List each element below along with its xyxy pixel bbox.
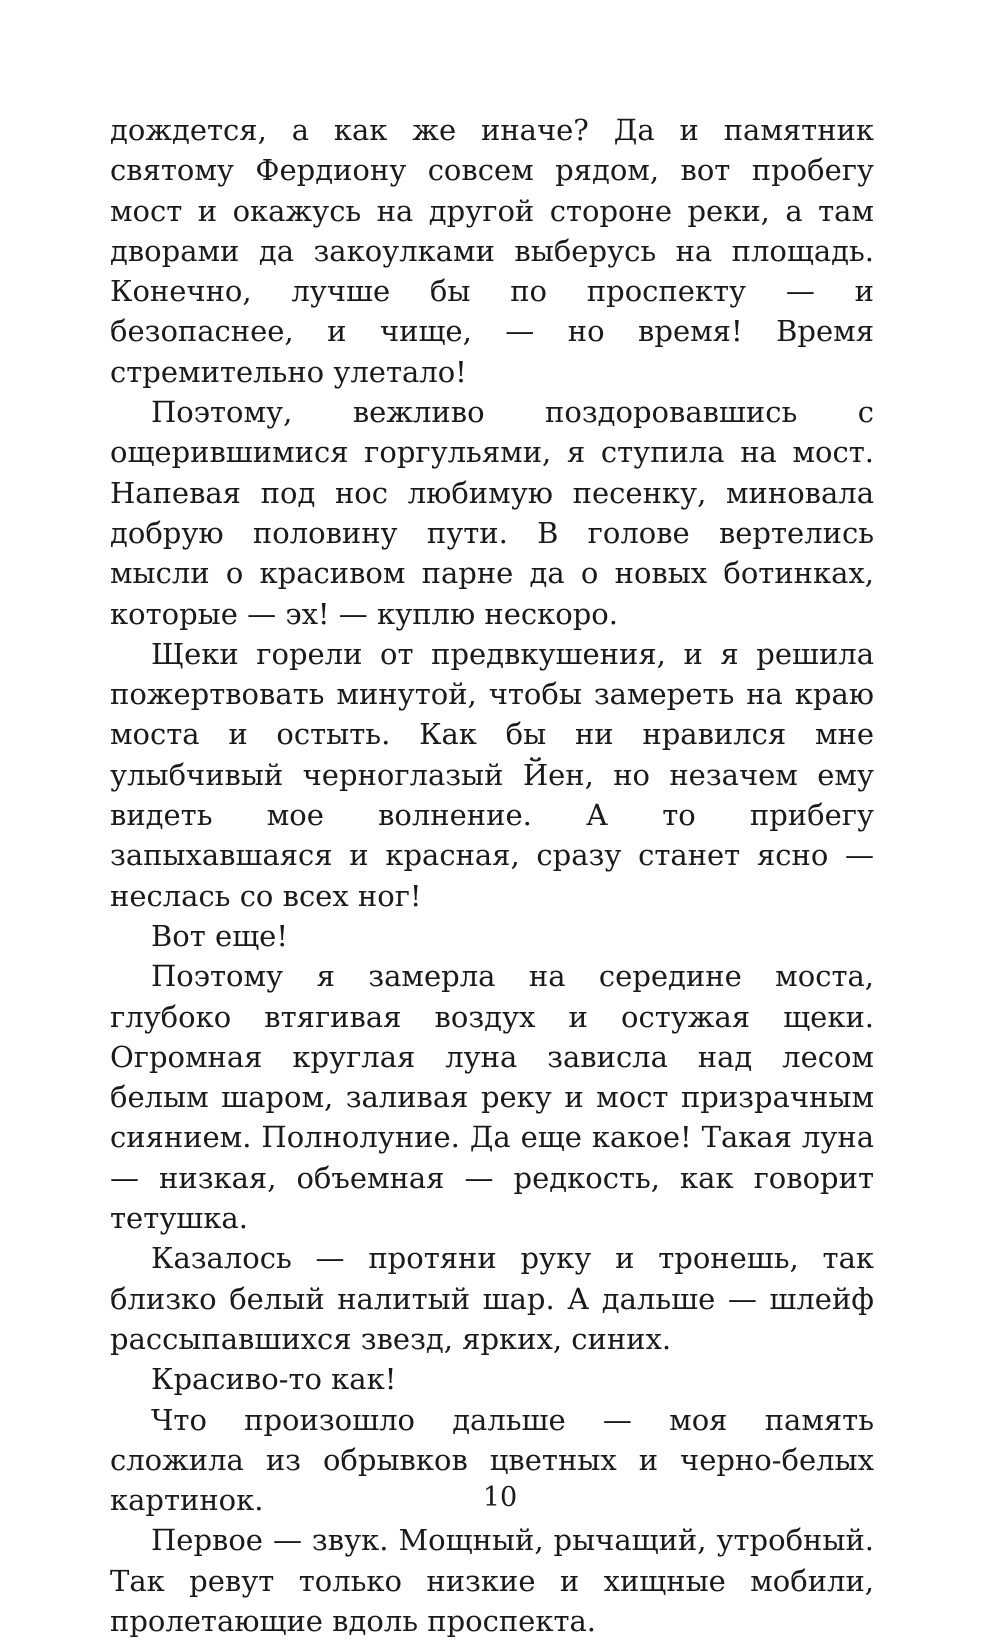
page-number: 10 <box>482 1482 518 1513</box>
paragraph: Казалось — протяни руку и тронешь, так близко белый налитый шар. А дальше — шлейф рассыпавшихся звезд, ярких, синих. <box>110 1241 874 1356</box>
paragraph: Поэтому я замерла на середине моста, глубоко втягивая воздух и остужая щеки. Огромная круглая луна зависла над лесом белым шаром, заливая реку и мост призрачным сиянием. Полнолуние. Да еще какое! Такая луна — низкая, объемная — редкость, как говорит тетушка. <box>110 959 874 1236</box>
paragraph-continued: дождется, а как же иначе? Да и памятник святому Фердиону совсем рядом, вот пробегу мост и окажусь на другой стороне реки, а там дворами да закоулками выберусь на площадь. Конечно, лучше бы по проспекту — и безопаснее, и чище, — но время! Время стремительно улетало! <box>110 113 874 389</box>
paragraph: Вот еще! <box>151 918 288 953</box>
book-page-text <box>110 110 874 1641</box>
paragraph: Красиво-то как! <box>151 1362 397 1397</box>
paragraph: Первое — звук. Мощный, рычащий, утробный. Так ревут только низкие и хищные мобили, пролетающие вдоль проспекта. <box>110 1523 874 1638</box>
paragraph: Поэтому, вежливо поздоровавшись с ощерившимися горгульями, я ступила на мост. Напевая под нос любимую песенку, миновала добрую половину пути. В голове вертелись мысли о красивом парне да о новых ботинках, которые — эх! — куплю нескоро. <box>110 395 874 631</box>
paragraph: Щеки горели от предвкушения, и я решила пожертвовать минутой, чтобы замереть на краю моста и остыть. Как бы ни нравился мне улыбчивый черноглазый Йен, но незачем ему видеть мое волнение. А то прибегу запыхавшаяся и красная, сразу станет ясно — неслась со всех ног! <box>110 636 874 913</box>
paragraph: Что произошло дальше — моя память сложила из обрывков цветных и черно-белых картинок. <box>110 1402 874 1518</box>
